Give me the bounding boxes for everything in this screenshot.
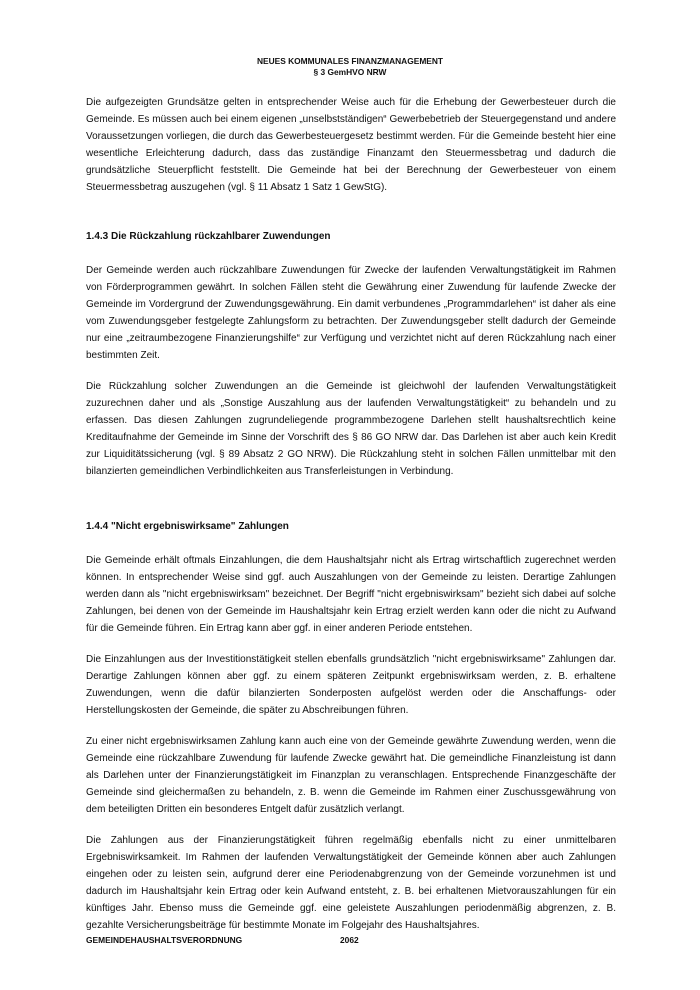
page-number: 2062	[340, 935, 359, 945]
page-header	[0, 56, 700, 78]
paragraph-intro: Die aufgezeigten Grundsätze gelten in entsprechender Weise auch für die Erhebung der Gewerbesteuer durch die Gemeinde. Es müssen auch bei einem eigenen „unselbstständigen“ Gewerbebetrieb der Steuergegenstand und andere Voraussetzungen vorliegen, die durch das Gewerbesteuergesetz bestimmt werden. Für die Gemeinde besteht hier eine wesentliche Erleichterung dadurch, dass das zuständige Finanzamt den Steuermessbetrag und dadurch die grundsätzliche Steuerpflicht feststellt. Die Gemeinde hat bei der Berechnung der Gewerbesteuer von einem Steuermessbetrag auszugehen (vgl. § 11 Absatz 1 Satz 1 GewStG).	[86, 97, 616, 193]
footer-title: GEMEINDEHAUSHALTSVERORDNUNG	[86, 935, 243, 945]
paragraph-1-4-3-b: Die Rückzahlung solcher Zuwendungen an die Gemeinde ist gleichwohl der laufenden Verwaltungstätigkeit zuzurechnen daher und als „Sonstige Auszahlung aus der laufenden Verwaltungstätigkeit“ zu behandeln und zu erfassen. Das diesen Zahlungen zugrundeliegende programmbezogene Darlehen stellt haushaltsrechtlich keine Kreditaufnahme der Gemeinde im Sinne der Vorschrift des § 86 GO NRW dar. Das Darlehen ist aber auch kein Kredit zur Liquiditätssicherung (vgl. § 89 Absatz 2 GO NRW). Die Rückzahlung steht in solchen Fällen unmittelbar mit den bilanzierten gemeindlichen Verbindlichkeiten aus Transferleistungen in Verbindung.	[86, 381, 616, 477]
document-body	[86, 94, 616, 948]
paragraph-1-4-4-b: Die Einzahlungen aus der Investitionstätigkeit stellen ebenfalls grundsätzlich "nicht ergebniswirksame" Zahlungen dar. Derartige Zahlungen können aber ggf. zu einem späteren Zeitpunkt ergebniswirksam werden, z. B. erhaltene Zuwendungen, wenn die dafür bilanzierten Sonderposten aufgelöst werden oder die Anschaffungs- oder Herstellungskosten der Gemeinde, die später zu Abschreibungen führen.	[86, 654, 616, 716]
header-subtitle: § 3 GemHVO NRW	[313, 67, 387, 77]
paragraph-1-4-4-d: Die Zahlungen aus der Finanzierungstätigkeit führen regelmäßig ebenfalls nicht zu einer unmittelbaren Ergebniswirksamkeit. Im Rahmen der laufenden Verwaltungstätigkeit der Gemeinde können aber auch Zahlungen eingehen oder zu leisten sein, aufgrund derer eine Periodenabgrenzung von der Gemeinde vorzunehmen ist und dadurch im Haushaltsjahr kein Ertrag oder kein Aufwand entsteht, z. B. bei erhaltenen Mietvorauszahlungen für ein künftiges Jahr. Ebenso muss die Gemeinde ggf. eine geleistete Auszahlungen periodenmäßig abgrenzen, z. B. gezahlte Versicherungsbeiträge für bestimmte Monate im Folgejahr des Haushaltsjahres.	[86, 835, 616, 931]
header-title: NEUES KOMMUNALES FINANZMANAGEMENT	[256, 56, 444, 66]
section-heading-1-4-4: 1.4.4 "Nicht ergebniswirksame" Zahlungen	[86, 521, 289, 532]
paragraph-1-4-4-a: Die Gemeinde erhält oftmals Einzahlungen, die dem Haushaltsjahr nicht als Ertrag wirtschaftlich zugerechnet werden können. In entsprechender Weise sind ggf. auch Auszahlungen von der Gemeinde zu leisten. Derartige Zahlungen werden dann als "nicht ergebniswirksam" bezeichnet. Der Begriff "nicht ergebniswirksam" bezieht sich dabei auf solche Zahlungen, bei denen von der Gemeinde im Haushaltsjahr kein Ertrag erzielt werden kann oder die nicht zu Aufwand für die Gemeinde führen. Ein Ertrag kann aber ggf. in einer anderen Periode entstehen.	[86, 555, 616, 634]
paragraph-1-4-4-c: Zu einer nicht ergebniswirksamen Zahlung kann auch eine von der Gemeinde gewährte Zuwendung werden, wenn die Gemeinde eine rückzahlbare Zuwendung für laufende Zwecke gewährt hat. Die gemeindliche Finanzleistung ist dann als Darlehen unter der Finanzierungstätigkeit im Finanzplan zu veranschlagen. Entsprechende Finanzgeschäfte der Gemeinde sind gleichermaßen zu behandeln, z. B. wenn die Gemeinde im Rahmen einer Zuschussgewährung von dem beteiligten Dritten ein besonderes Entgelt dafür zusätzlich verlangt.	[86, 736, 616, 815]
paragraph-1-4-3-a: Der Gemeinde werden auch rückzahlbare Zuwendungen für Zwecke der laufenden Verwaltungstätigkeit im Rahmen von Förderprogrammen gewährt. In solchen Fällen steht die Gewährung einer Zuwendung für laufende Zwecke der Gemeinde im Vordergrund der Zuwendungsgewährung. Ein damit verbundenes „Programmdarlehen“ ist daher als eine vom Zuwendungsgeber festgelegte Zahlungsform zu betrachten. Der Zuwendungsgeber stellt dadurch der Gemeinde nur eine „zeitraumbezogene Finanzierungshilfe“ zur Verfügung und verzichtet nicht auf deren Rückzahlung nach einer bestimmten Zeit.	[86, 265, 616, 361]
section-heading-1-4-3: 1.4.3 Die Rückzahlung rückzahlbarer Zuwendungen	[86, 231, 331, 242]
